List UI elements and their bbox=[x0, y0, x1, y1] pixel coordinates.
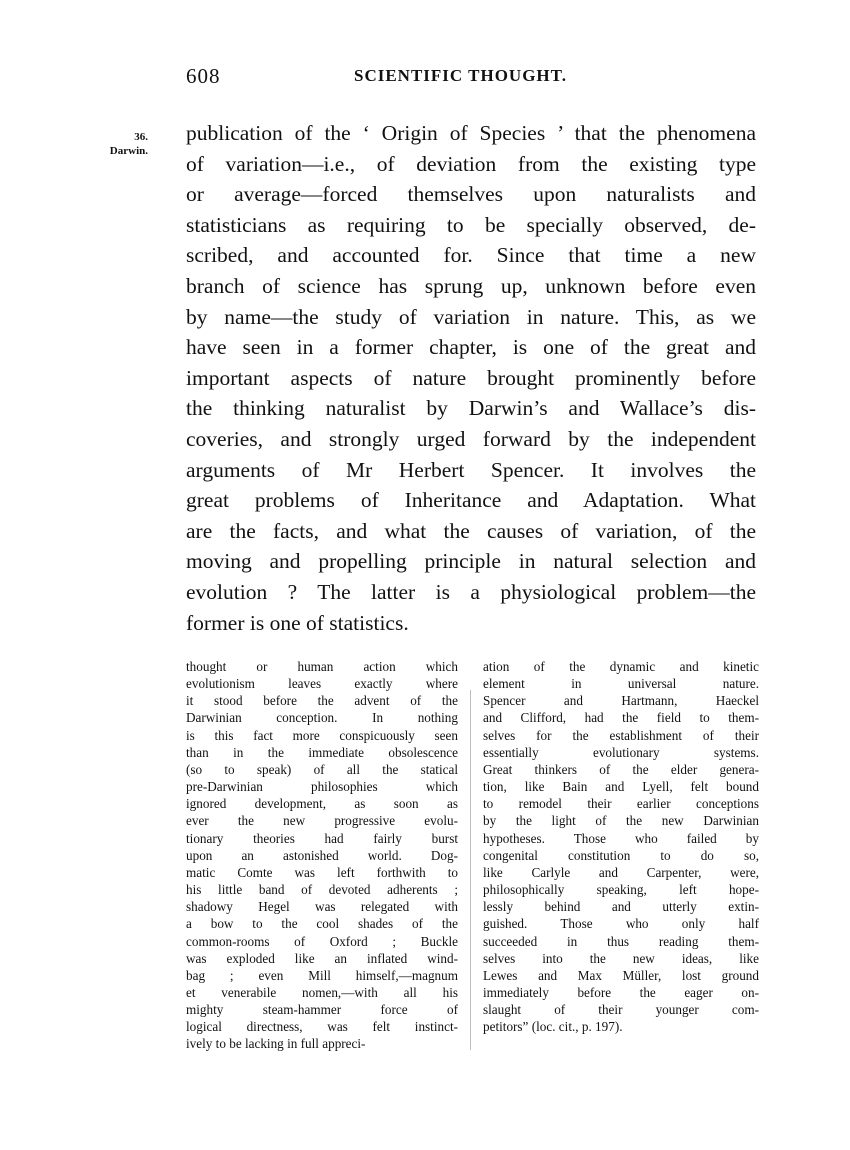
footnote-line: succeeded in thus reading them- bbox=[483, 933, 759, 949]
footnote-line: lessly behind and utterly extin- bbox=[483, 899, 759, 915]
footnote-line: ever the new progressive evolu- bbox=[186, 813, 458, 829]
footnote-line: selves for the establishment of their bbox=[483, 727, 759, 743]
footnote-line: like Carlyle and Carpenter, were, bbox=[483, 864, 759, 880]
text-line: have seen in a former chapter, is one of the great and bbox=[186, 335, 756, 360]
text-line: branch of science has sprung up, unknown before even bbox=[186, 273, 756, 298]
footnote-line: was exploded like an inflated wind- bbox=[186, 950, 458, 966]
text-line: by name—the study of variation in nature. This, as we bbox=[186, 304, 756, 329]
footnote-line: hypotheses. Those who failed by bbox=[483, 830, 759, 846]
footnote-line: Spencer and Hartmann, Haeckel bbox=[483, 693, 759, 709]
footnote-line: mighty steam-hammer force of bbox=[186, 1002, 458, 1018]
footnote-line: ignored development, as soon as bbox=[186, 796, 458, 812]
text-line: publication of the ‘ Origin of Species ’ that the phenomena bbox=[186, 121, 756, 145]
page-number: 608 bbox=[186, 64, 221, 88]
footnote-line: essentially evolutionary systems. bbox=[483, 744, 759, 760]
footnote-left-column bbox=[186, 658, 458, 1053]
footnote-right-column bbox=[483, 658, 759, 1035]
footnote-line: congenital constitution to do so, bbox=[483, 847, 759, 863]
footnote-line: immediately before the eager on- bbox=[483, 984, 759, 1000]
footnote-line: a bow to the cool shades of the bbox=[186, 916, 458, 932]
footnote-line: common-rooms of Oxford ; Buckle bbox=[186, 933, 458, 949]
text-line: of variation—i.e., of deviation from the existing type bbox=[186, 151, 756, 176]
footnote-line: tionary theories had fairly burst bbox=[186, 830, 458, 846]
footnote-line: than in the immediate obsolescence bbox=[186, 744, 458, 760]
margin-note bbox=[80, 130, 148, 158]
footnote-line: Lewes and Max Müller, lost ground bbox=[483, 967, 759, 983]
footnote-line: it stood before the advent of the bbox=[186, 693, 458, 709]
footnote-line: guished. Those who only half bbox=[483, 916, 759, 932]
margin-note-number: 36. bbox=[134, 131, 148, 143]
main-paragraph bbox=[186, 118, 756, 638]
footnote-line: et venerabile nomen,—with all his bbox=[186, 984, 458, 1000]
text-line: great problems of Inheritance and Adaptation. What bbox=[186, 488, 756, 513]
footnote-line: element in universal nature. bbox=[483, 676, 759, 692]
footnote-line: evolutionism leaves exactly where bbox=[186, 676, 458, 692]
footnote-line: selves into the new ideas, like bbox=[483, 950, 759, 966]
footnote-line: petitors” (loc. cit., p. 197). bbox=[483, 1019, 623, 1035]
footnote-line: his little band of devoted adherents ; bbox=[186, 882, 458, 898]
footnote-line: (so to speak) of all the statical bbox=[186, 761, 458, 777]
footnote-line: ation of the dynamic and kinetic bbox=[483, 659, 759, 674]
text-line: are the facts, and what the causes of variation, of the bbox=[186, 518, 756, 543]
running-header bbox=[186, 64, 756, 96]
text-line: former is one of statistics. bbox=[186, 610, 409, 635]
footnote-line: matic Comte was left forthwith to bbox=[186, 864, 458, 880]
footnote-line: by the light of the new Darwinian bbox=[483, 813, 759, 829]
text-line: statisticians as requiring to be specially observed, de- bbox=[186, 212, 756, 237]
footnote-line: shadowy Hegel was relegated with bbox=[186, 899, 458, 915]
footnote-line: slaught of their younger com- bbox=[483, 1002, 759, 1018]
footnote-line: Darwinian conception. In nothing bbox=[186, 710, 458, 726]
footnote-line: thought or human action which bbox=[186, 659, 458, 674]
text-line: the thinking naturalist by Darwin’s and Wallace’s dis- bbox=[186, 396, 756, 421]
text-line: scribed, and accounted for. Since that time a new bbox=[186, 243, 756, 268]
footnote-line: is this fact more conspicuously seen bbox=[186, 727, 458, 743]
margin-note-label: Darwin. bbox=[109, 145, 148, 157]
footnote-line: to remodel their earlier conceptions bbox=[483, 796, 759, 812]
text-line: coveries, and strongly urged forward by the independent bbox=[186, 426, 756, 451]
footnote-line: pre-Darwinian philosophies which bbox=[186, 779, 458, 795]
footnote-line: bag ; even Mill himself,—magnum bbox=[186, 967, 458, 983]
footnote-line: upon an astonished world. Dog- bbox=[186, 847, 458, 863]
column-divider bbox=[470, 690, 471, 1050]
text-line: arguments of Mr Herbert Spencer. It involves the bbox=[186, 457, 756, 482]
running-title: SCIENTIFIC THOUGHT. bbox=[354, 66, 567, 85]
footnote-line: ively to be lacking in full appreci- bbox=[186, 1036, 366, 1052]
footnote-line: tion, like Bain and Lyell, felt bound bbox=[483, 779, 759, 795]
text-line: moving and propelling principle in natural selection and bbox=[186, 549, 756, 574]
text-line: evolution ? The latter is a physiological problem—the bbox=[186, 579, 756, 604]
footnote-line: and Clifford, had the field to them- bbox=[483, 710, 759, 726]
text-line: important aspects of nature brought prominently before bbox=[186, 365, 756, 390]
text-line: or average—forced themselves upon naturalists and bbox=[186, 182, 756, 207]
footnote-line: philosophically speaking, left hope- bbox=[483, 882, 759, 898]
footnote-line: logical directness, was felt instinct- bbox=[186, 1019, 458, 1035]
footnote-line: Great thinkers of the elder genera- bbox=[483, 761, 759, 777]
